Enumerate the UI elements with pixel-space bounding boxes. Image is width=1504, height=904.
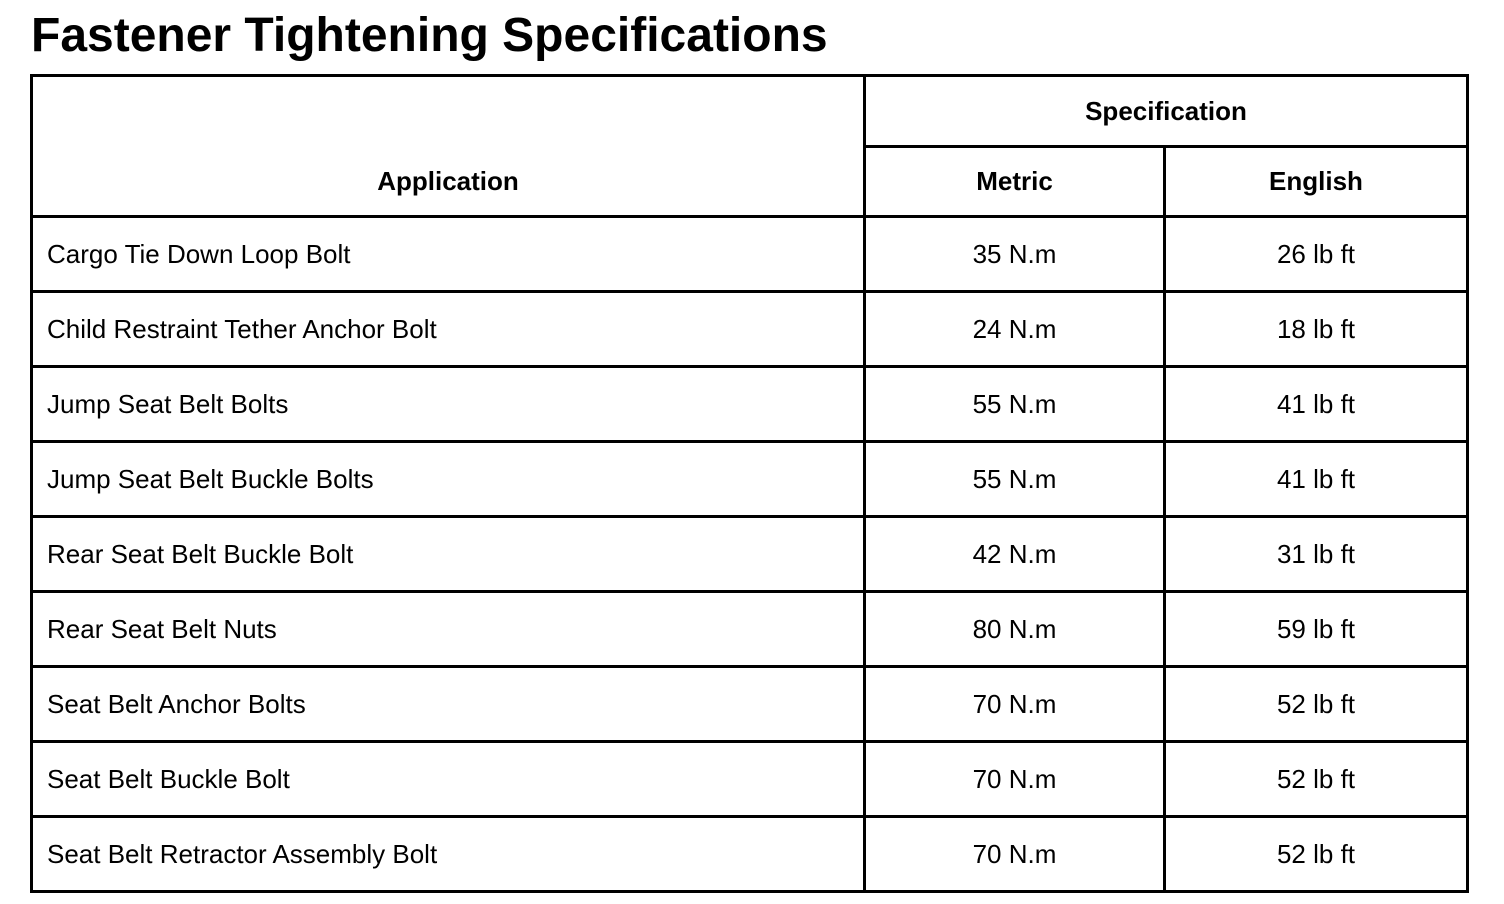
table-header xyxy=(32,76,1468,217)
application-column-header: Application xyxy=(32,76,865,217)
table-row xyxy=(32,517,1468,592)
english-cell: 18 lb ft xyxy=(1165,292,1468,367)
english-cell: 52 lb ft xyxy=(1165,817,1468,892)
english-cell: 41 lb ft xyxy=(1165,367,1468,442)
table-row xyxy=(32,742,1468,817)
page-title: Fastener Tightening Specifications xyxy=(31,9,828,62)
table-row xyxy=(32,292,1468,367)
application-cell: Jump Seat Belt Buckle Bolts xyxy=(32,442,865,517)
table-body xyxy=(32,217,1468,892)
metric-cell: 80 N.m xyxy=(865,592,1165,667)
metric-cell: 42 N.m xyxy=(865,517,1165,592)
table-row xyxy=(32,592,1468,667)
application-cell: Rear Seat Belt Nuts xyxy=(32,592,865,667)
english-cell: 26 lb ft xyxy=(1165,217,1468,292)
application-cell: Seat Belt Retractor Assembly Bolt xyxy=(32,817,865,892)
application-cell: Cargo Tie Down Loop Bolt xyxy=(32,217,865,292)
english-cell: 52 lb ft xyxy=(1165,742,1468,817)
metric-cell: 35 N.m xyxy=(865,217,1165,292)
application-cell: Seat Belt Buckle Bolt xyxy=(32,742,865,817)
metric-cell: 70 N.m xyxy=(865,667,1165,742)
metric-column-header: Metric xyxy=(865,147,1165,217)
table-row xyxy=(32,367,1468,442)
table-row xyxy=(32,817,1468,892)
english-column-header: English xyxy=(1165,147,1468,217)
header-row-top xyxy=(32,76,1468,147)
metric-cell: 24 N.m xyxy=(865,292,1165,367)
application-cell: Seat Belt Anchor Bolts xyxy=(32,667,865,742)
table-row xyxy=(32,667,1468,742)
application-cell: Jump Seat Belt Bolts xyxy=(32,367,865,442)
specification-column-header: Specification xyxy=(865,76,1468,147)
application-cell: Rear Seat Belt Buckle Bolt xyxy=(32,517,865,592)
metric-cell: 70 N.m xyxy=(865,742,1165,817)
english-cell: 41 lb ft xyxy=(1165,442,1468,517)
table-row xyxy=(32,217,1468,292)
application-cell: Child Restraint Tether Anchor Bolt xyxy=(32,292,865,367)
english-cell: 52 lb ft xyxy=(1165,667,1468,742)
english-cell: 31 lb ft xyxy=(1165,517,1468,592)
metric-cell: 70 N.m xyxy=(865,817,1165,892)
table-row xyxy=(32,442,1468,517)
fastener-spec-table xyxy=(30,74,1469,893)
metric-cell: 55 N.m xyxy=(865,367,1165,442)
english-cell: 59 lb ft xyxy=(1165,592,1468,667)
metric-cell: 55 N.m xyxy=(865,442,1165,517)
